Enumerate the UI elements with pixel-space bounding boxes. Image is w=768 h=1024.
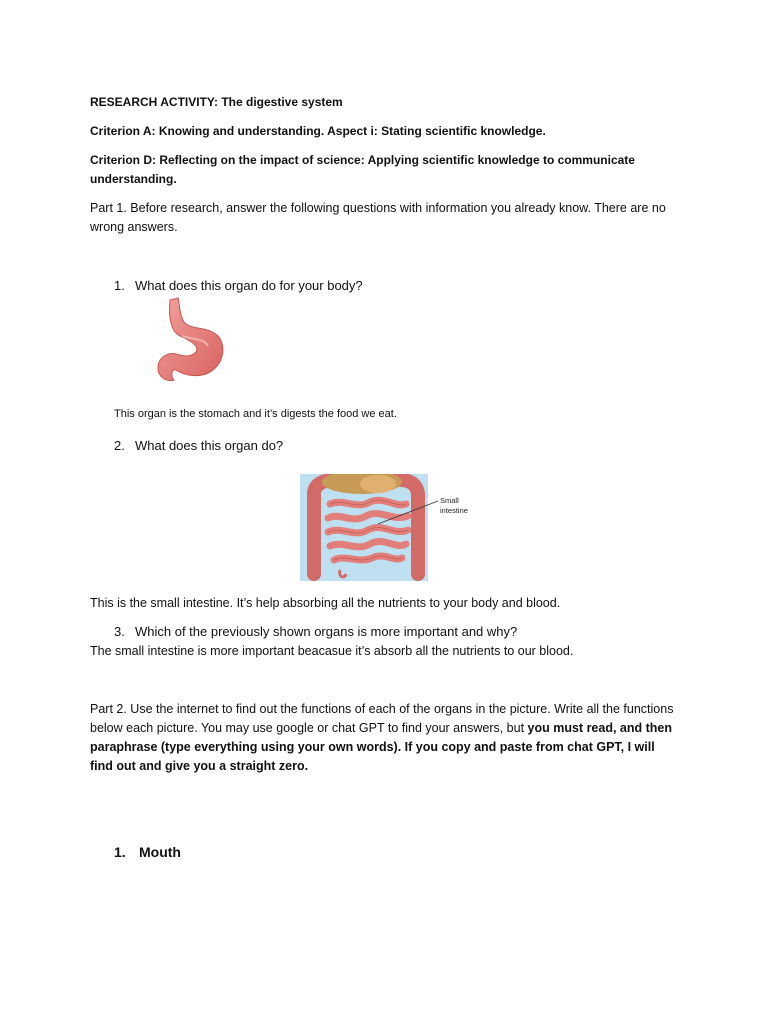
answer-3: The small intestine is more important beacasue it’s absorb all the nutrients to our blood. — [90, 644, 574, 658]
criterion-d: Criterion D: Reflecting on the impact of science: Applying scientific knowledge to communicate understanding. — [90, 153, 635, 186]
organ-heading-text: Mouth — [139, 844, 181, 860]
question-2-text: What does this organ do? — [135, 438, 284, 453]
criterion-a: Criterion A: Knowing and understanding. Aspect i: Stating scientific knowledge. — [90, 124, 546, 138]
question-3 — [114, 623, 517, 641]
part2-intro — [90, 700, 680, 776]
stomach-icon — [150, 296, 230, 384]
answer-2: This is the small intestine. It’s help absorbing all the nutrients to your body and blood. — [90, 596, 561, 610]
organ-heading-number: 1. — [114, 844, 126, 860]
intestine-label-line1: Small — [440, 496, 459, 505]
part1-intro: Part 1. Before research, answer the following questions with information you already know. There are no wrong answers. — [90, 201, 666, 234]
small-intestine-icon — [300, 474, 468, 581]
document-title: RESEARCH ACTIVITY: The digestive system — [90, 95, 343, 109]
question-1 — [114, 277, 363, 295]
organ-heading-mouth — [114, 844, 181, 860]
question-1-number: 1. — [114, 278, 125, 293]
question-3-number: 3. — [114, 624, 125, 639]
intestine-label-line2: intestine — [440, 506, 468, 515]
question-3-text: Which of the previously shown organs is more important and why? — [135, 624, 518, 639]
question-1-text: What does this organ do for your body? — [135, 278, 363, 293]
part2-warning: you must read, and then paraphrase (type everything using your own words). If you copy and paste from chat GPT, I will find out and give you a straight zero. — [90, 721, 672, 773]
question-2 — [114, 437, 283, 455]
part2-intro-text: Part 2. Use the internet to find out the functions of each of the organs in the picture. Write all the functions below each picture. You may use google or chat GPT to find your answers, but — [90, 702, 674, 735]
question-2-number: 2. — [114, 438, 125, 453]
answer-1: This organ is the stomach and it’s digests the food we eat. — [114, 408, 397, 420]
